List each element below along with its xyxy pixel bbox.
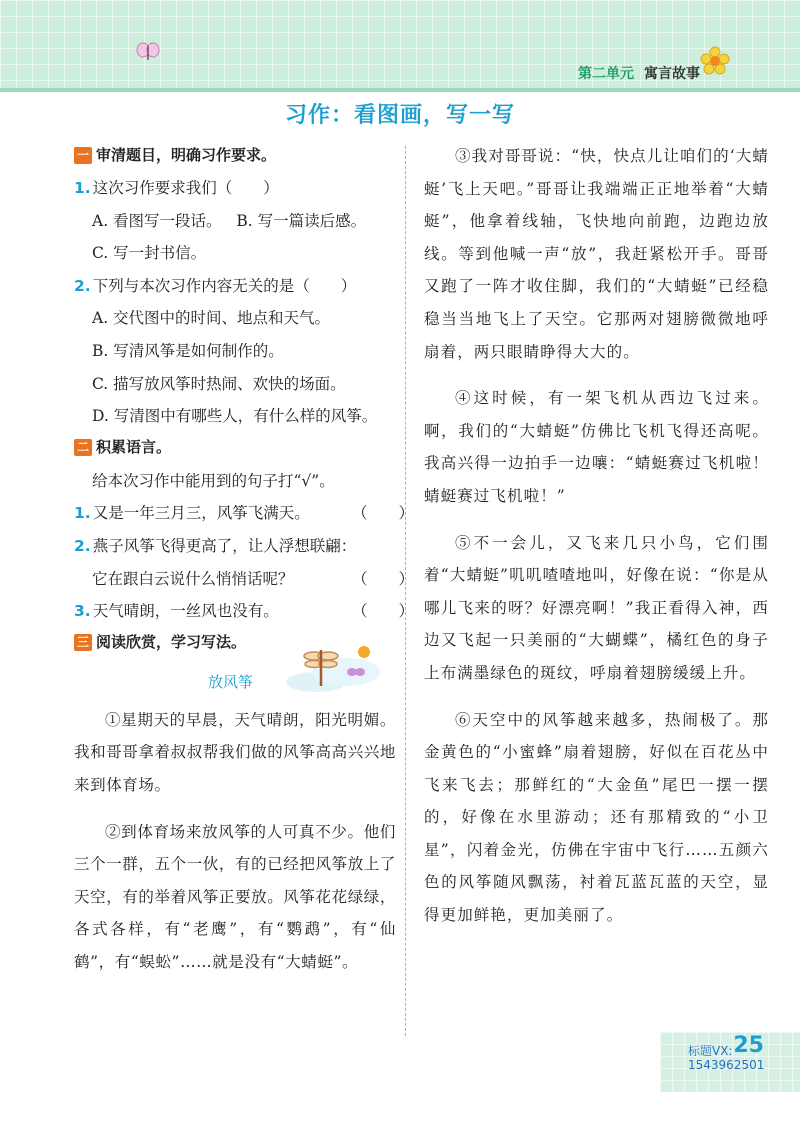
- right-column: [424, 140, 769, 932]
- story-title-row: [74, 660, 396, 704]
- left-column: [74, 140, 415, 978]
- sentence-item-1: [74, 497, 415, 530]
- answer-bracket[interactable]: （ ）: [352, 602, 415, 621]
- section-heading-2: [74, 431, 396, 465]
- watermark: [688, 1044, 764, 1072]
- kite-illustration: [286, 642, 386, 696]
- story-title: 放风筝: [208, 672, 254, 691]
- question-number: 1.: [74, 179, 91, 197]
- answer-bracket[interactable]: （ ）: [352, 569, 415, 588]
- question-text: 这次习作要求我们（ ）: [92, 179, 279, 197]
- item-text: 又是一年三月三，风筝飞满天。: [92, 504, 310, 523]
- paragraph-gap: [424, 368, 769, 382]
- paragraph-gap: [74, 802, 396, 816]
- question-text: 下列与本次习作内容无关的是（ ）: [92, 276, 357, 295]
- story-paragraph-6: ⑥天空中的风筝越来越多，热闹极了。那金黄色的“小蜜蜂”扇着翅膀，好似在百花丛中飞来飞去；那鲜红的“大金鱼”尾巴一摆一摆的，好像在水里游动；还有那精致的“小卫星”，闪着金光，仿佛在宇宙中飞行……五颜六色的风筝随风飘荡，衬着瓦蓝瓦蓝的天空，显得更加鲜艳，更加美丽了。: [424, 710, 769, 925]
- flower-icon: [700, 46, 730, 76]
- item-text: 燕子风筝飞得更高了，让人浮想联翩：: [92, 536, 357, 555]
- question-number: 2.: [74, 276, 91, 295]
- unit-theme: 寓言故事: [644, 66, 700, 82]
- section-title: 阅读欣赏，学习写法。: [96, 633, 247, 652]
- column-divider: [405, 146, 406, 1036]
- option-d: D. 写清图中有哪些人，有什么样的风筝。: [92, 407, 378, 426]
- story-paragraph-1: ①星期天的早晨，天气晴朗，阳光明媚。我和哥哥拿着叔叔帮我们做的风筝高高兴兴地来到体育场。: [74, 710, 397, 794]
- butterfly-icon: [136, 42, 160, 62]
- answer-bracket[interactable]: （ ）: [352, 504, 415, 523]
- sentence-item-3: [74, 595, 415, 628]
- option-a: A. 看图写一段话。: [92, 211, 222, 230]
- option-b: B. 写清风筝是如何制作的。: [92, 341, 284, 360]
- options-row: [74, 205, 396, 238]
- section-badge: 二: [74, 439, 92, 456]
- instruction-text: 给本次习作中能用到的句子打“√”。: [92, 471, 335, 490]
- option-a: A. 交代图中的时间、地点和天气。: [92, 309, 331, 328]
- story-paragraph-5: ⑤不一会儿，又飞来几只小鸟，它们围着“大蜻蜓”叽叽喳喳地叫，好像在说：“你是从哪儿飞来的呀？好漂亮啊！”我正看得入神，西边又飞起一只美丽的“大蝴蝶”，橘红色的身子上布满墨绿色的斑纹，呼扇着翅膀缓缓上升。: [424, 533, 769, 682]
- question-1: [74, 172, 396, 205]
- watermark-line-1: 标题VX:: [688, 1044, 733, 1058]
- section-badge: 三: [74, 634, 92, 651]
- page-number: 25: [733, 1033, 764, 1058]
- header-divider: [0, 88, 800, 92]
- section-title: 积累语言。: [96, 438, 172, 457]
- watermark-line-2: 1543962501: [688, 1058, 765, 1072]
- section-heading-1: [74, 138, 396, 172]
- story-paragraph-3: ③我对哥哥说：“快，快点儿让咱们的‘大蜻蜓’飞上天吧。”哥哥让我端端正正地举着“大蜻蜓”，他拿着线轴，飞快地向前跑，边跑边放线。等到他喊一声“放”，我赶紧松开手。哥哥又跑了一阵才收住脚，我们的“大蜻蜓”已经稳稳当当地飞上了天空。它那两对翅膀微微地呼扇着，两只眼睛睁得大大的。: [424, 147, 769, 361]
- option-c: C. 写一封书信。: [92, 244, 207, 263]
- item-text: 它在跟白云说什么悄悄话呢？: [92, 569, 294, 588]
- option-c: C. 描写放风筝时热闹、欢快的场面。: [92, 374, 346, 393]
- story-paragraph-2: ②到体育场来放风筝的人可真不少。他们三个一群，五个一伙，有的已经把风筝放上了天空，有的举着风筝正要放。风筝花花绿绿，各式各样，有“老鹰”，有“鹦鹉”，有“仙鹤”，有“蜈蚣”……就是没有“大蜻蜓”。: [74, 822, 397, 971]
- paragraph-gap: [424, 513, 769, 527]
- item-number: 3.: [74, 602, 91, 621]
- option-b: B. 写一篇读后感。: [236, 211, 367, 230]
- story-paragraph-4: ④这时候，有一架飞机从西边飞过来。啊，我们的“大蜻蜓”仿佛比飞机飞得还高呢。我高兴得一边拍手一边嚷：“蜻蜓赛过飞机啦！蜻蜓赛过飞机啦！”: [424, 389, 769, 505]
- page-title: 习作：看图画，写一写: [284, 103, 515, 128]
- item-number: 2.: [74, 536, 91, 555]
- item-number: 1.: [74, 504, 91, 523]
- sentence-item-2: [74, 530, 396, 563]
- sentence-item-2-cont: [74, 563, 415, 596]
- item-text: 天气晴朗，一丝风也没有。: [92, 602, 279, 621]
- unit-number: 第二单元: [578, 66, 634, 82]
- paragraph-gap: [424, 690, 769, 704]
- section-badge: 一: [74, 147, 92, 164]
- section-title: 审清题目，明确习作要求。: [96, 145, 277, 164]
- question-2: [74, 270, 396, 303]
- unit-label: [578, 63, 700, 83]
